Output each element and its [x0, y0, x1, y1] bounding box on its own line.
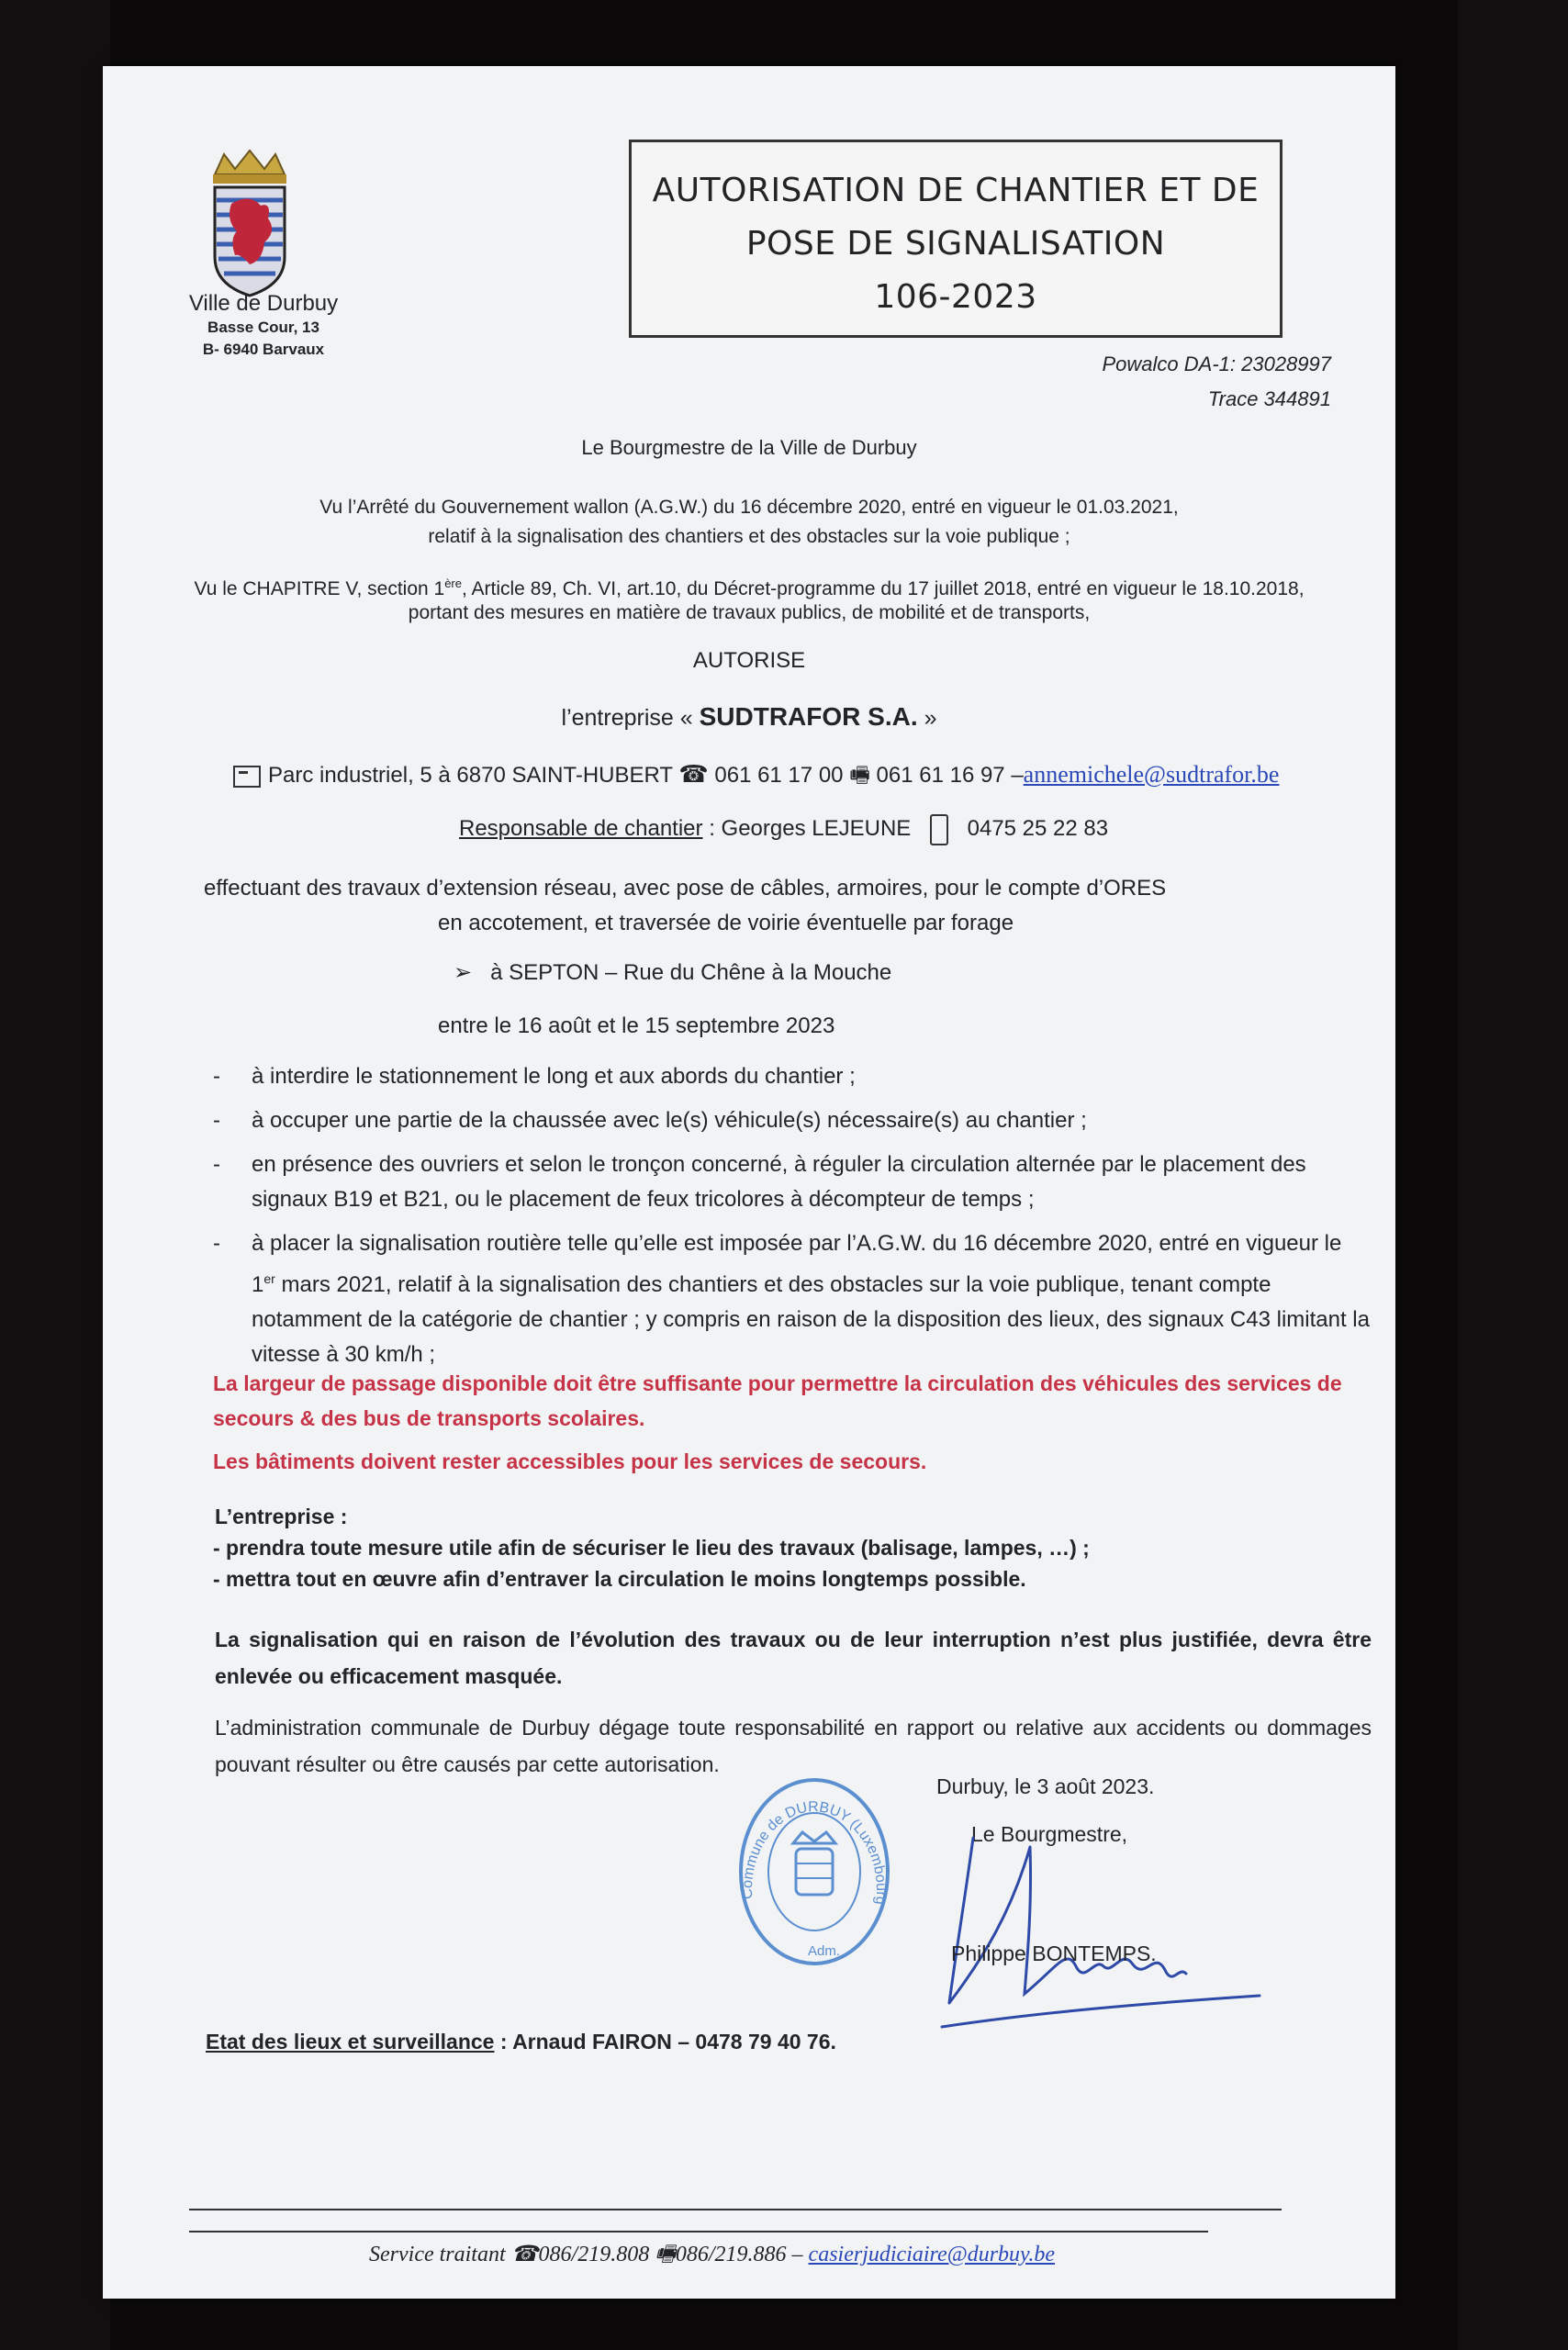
handwritten-signature [929, 1810, 1260, 2049]
works-line2: en accotement, et traversée de voirie éventuelle par forage [438, 911, 1014, 935]
list-item [213, 1226, 1370, 1372]
company-prefix: l’entreprise « [561, 705, 693, 731]
list-dash: - [213, 1152, 220, 1177]
seal-text-bottom: Adm. [808, 1943, 841, 1959]
signatory-name: Philippe BONTEMPS. [951, 1942, 1157, 1965]
vu-decret-line2: portant des mesures en matière de travaux publics, de mobilité et de transports, [408, 602, 1091, 623]
mail-icon [233, 766, 261, 788]
document-page [103, 66, 1395, 2299]
obligation-traffic: - mettra tout en œuvre afin d’entraver la circulation le moins longtemps possible. [213, 1567, 1026, 1591]
warning-passage-width: La largeur de passage disponible doit être suffisante pour permettre la circulation des véhicules des services de secours & des bus de transports scolaires. [213, 1371, 1342, 1430]
list-dash: - [213, 1064, 220, 1089]
site-manager-name: : Georges LEJEUNE [709, 816, 912, 841]
works-line1: effectuant des travaux d’extension réseau, avec pose de câbles, armoires, pour le compte d’ORES [204, 876, 1167, 901]
company-address: Parc industriel, 5 à 6870 SAINT-HUBERT [268, 763, 673, 788]
municipal-seal-stamp [734, 1763, 892, 1968]
site-manager-label: Responsable de chantier [459, 816, 703, 841]
surveillance-line [206, 2027, 836, 2056]
arrow-bullet-icon: ➢ [454, 960, 473, 985]
list-item [213, 1103, 1370, 1138]
footer-fax-icon: 🖷 [655, 2243, 676, 2266]
location-text: à SEPTON – Rue du Chêne à la Mouche [490, 960, 892, 985]
footer-phone: 086/219.808 [538, 2243, 650, 2266]
footer-divider-bottom [189, 2231, 1208, 2232]
list-item [213, 1147, 1370, 1217]
title-number: 106-2023 [874, 278, 1037, 316]
frame-left [0, 0, 110, 2350]
town-address-line2: B- 6940 Barvaux [202, 341, 325, 358]
town-block [158, 291, 369, 361]
list-item-text: à occuper une partie de la chaussée avec le(s) véhicule(s) nécessaire(s) au chantier ; [252, 1108, 1087, 1133]
title-line1: AUTORISATION DE CHANTIER ET DE [652, 172, 1260, 209]
seal-text-top: Commune de DURBUY (Luxembourg) [734, 1763, 890, 1906]
footer-email-link[interactable]: casierjudiciaire@durbuy.be [808, 2243, 1056, 2266]
mobile-phone-icon [930, 814, 948, 845]
frame-right [1458, 0, 1568, 2350]
signage-removal-note: La signalisation qui en raison de l’évolution des travaux ou de leur interruption n’est plus justifiée, devra être enlevée ou efficacement masquée. [215, 1628, 1372, 1688]
phone-icon: ☎ [678, 760, 709, 788]
location-line [454, 958, 891, 988]
liability-note: L’administration communale de Durbuy dégage toute responsabilité en rapport ou relative aux accidents ou dommages pouvant résulter ou être causés par cette autorisation. [215, 1716, 1372, 1776]
issuer-line: Le Bourgmestre de la Ville de Durbuy [581, 436, 917, 459]
footer-service-line [369, 2238, 1055, 2276]
site-manager-line [459, 811, 1108, 846]
signature-date: Durbuy, le 3 août 2023. [936, 1774, 1155, 1798]
vu-decret-text-b: , Article 89, Ch. VI, art.10, du Décret-programme du 17 juillet 2018, entré en vigueur le 18.10.2018, [462, 578, 1305, 599]
company-name: SUDTRAFOR S.A. [699, 702, 918, 731]
list-item [213, 1059, 1370, 1094]
vu-decret-sup: ère [444, 576, 462, 590]
permissions-list [213, 1059, 1370, 1382]
autorise-heading: AUTORISE [692, 648, 806, 673]
company-suffix: » [924, 705, 937, 731]
coat-of-arms-logo [204, 147, 296, 303]
vu-decret-text-a: Vu le CHAPITRE V, section 1 [194, 578, 445, 599]
town-address-line1: Basse Cour, 13 [207, 319, 319, 336]
list-dash: - [213, 1231, 220, 1256]
company-email-link[interactable]: annemichele@sudtrafor.be [1023, 761, 1280, 788]
list-item-text-a: à placer la signalisation routière telle qu’elle est imposée par l’A.G.W. du 16 décembre 2020, entré en vigueur le 1 [252, 1231, 1342, 1297]
surveillance-label: Etat des lieux et surveillance [206, 2030, 495, 2053]
obligations-label: L’entreprise : [215, 1505, 348, 1528]
list-item-text: en présence des ouvriers et selon le tronçon concerné, à réguler la circulation alternée par le placement des signaux B19 et B21, ou le placement de feux tricolores à décompteur de temps ; [252, 1152, 1306, 1212]
trace-reference: Trace 344891 [1207, 387, 1331, 410]
list-dash: - [213, 1108, 220, 1133]
footer-service-label: Service traitant [369, 2243, 506, 2266]
company-contact-line [233, 756, 1279, 793]
warning-building-access: Les bâtiments doivent rester accessibles pour les services de secours. [213, 1449, 927, 1473]
company-phone: 061 61 17 00 [714, 763, 844, 788]
list-item-text: à interdire le stationnement le long et aux abords du chantier ; [252, 1064, 856, 1089]
footer-fax: 086/219.886 – [675, 2243, 803, 2266]
title-line2: POSE DE SIGNALISATION [745, 225, 1166, 263]
list-item-sup: er [263, 1271, 275, 1286]
footer-phone-icon: ☎ [510, 2243, 539, 2266]
town-name: Ville de Durbuy [188, 291, 339, 316]
obligation-secure: - prendra toute mesure utile afin de sécuriser le lieu des travaux (balisage, lampes, …) ; [213, 1536, 1090, 1560]
company-fax: 061 61 16 97 – [876, 763, 1024, 788]
period-line: entre le 16 août et le 15 septembre 2023 [438, 1013, 835, 1038]
list-item-text-b: mars 2021, relatif à la signalisation des chantiers et des obstacles sur la voie publique, tenant compte notamment de la catégorie de chantier ; y compris en raison de la disposition des lieux, des signaux C43 limitant la vitesse à 30 km/h ; [252, 1272, 1370, 1367]
fax-icon: 🖷 [849, 763, 870, 788]
document-title-box [629, 140, 1282, 338]
powalco-reference: Powalco DA-1: 23028997 [1102, 352, 1331, 375]
site-manager-mobile: 0475 25 22 83 [967, 816, 1109, 841]
signature-role: Le Bourgmestre, [971, 1822, 1128, 1846]
company-line [103, 699, 1395, 735]
footer-divider-top [189, 2209, 1282, 2210]
vu-agw-line2: relatif à la signalisation des chantiers et des obstacles sur la voie publique ; [428, 526, 1070, 547]
vu-agw-line1: Vu l’Arrêté du Gouvernement wallon (A.G.W.) du 16 décembre 2020, entré en vigueur le 01.03.2021, [319, 497, 1179, 518]
surveillance-contact: : Arnaud FAIRON – 0478 79 40 76. [499, 2030, 836, 2053]
